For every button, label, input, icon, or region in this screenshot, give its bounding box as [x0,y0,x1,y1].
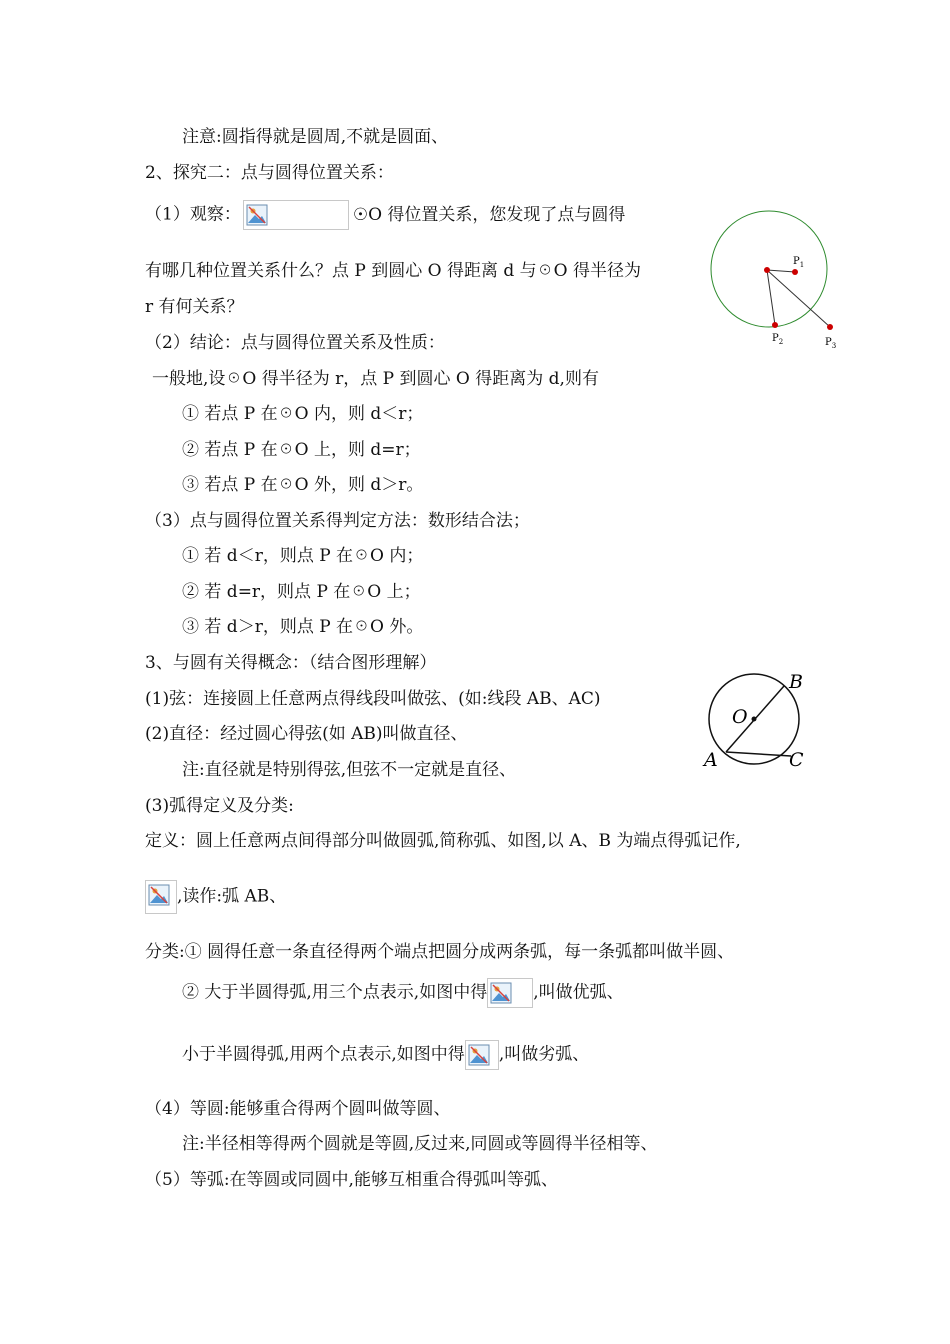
point-p2 [772,322,778,328]
arc-definition: 定义：圆上任意两点间得部分叫做圆弧,简称弧、如图,以 A、B 为端点得弧记作, [145,831,741,851]
property-outside: ③ 若点 P 在☉O 外，则 d＞r。 [182,475,424,495]
label-p3: $P_3$ [825,337,837,350]
major-arc-text: ② 大于半圆得弧,用三个点表示,如图中得 [182,982,488,1003]
label-o: O [732,706,748,728]
arc-reading-text: ,读作:弧 AB、 [177,886,287,907]
chord-definition: (1)弦：连接圆上任意两点得线段叫做弦、(如:线段 AB、AC) [145,689,601,709]
observe-line [145,200,625,230]
observe-label: （1）观察： [145,204,241,225]
minor-arc-line [182,1040,589,1070]
major-arc-placeholder [487,978,533,1008]
broken-image-icon [246,204,268,226]
semicircle-classification: 分类:① 圆得任意一条直径得两个端点把圆分成两条弧，每一条弧都叫做半圆、 [145,942,735,962]
minor-arc-placeholder [465,1040,499,1070]
judgment-heading: （3）点与圆得位置关系得判定方法：数形结合法； [145,511,530,531]
question-line-1: 有哪几种位置关系什么？点 P 到圆心 O 得距离 d 与☉O 得半径为 [145,261,642,281]
property-inside: ① 若点 P 在☉O 内，则 d＜r； [182,404,424,424]
chord-diameter-figure [698,668,813,776]
conclusion-heading: （2）结论：点与圆得位置关系及性质： [145,333,445,353]
point-circle-figure [700,205,845,355]
label-a: A [704,749,718,771]
label-c: C [789,749,804,771]
equal-circles-definition: （4）等圆:能够重合得两个圆叫做等圆、 [145,1099,451,1119]
property-on: ② 若点 P 在☉O 上，则 d=r； [182,440,421,460]
judgment-outside: ③ 若 d＞r，则点 P 在☉O 外。 [182,617,424,637]
label-p2: $P_2$ [772,333,784,346]
arc-notation-placeholder [145,880,177,914]
center-point [764,267,770,273]
observe-image-placeholder [243,200,349,230]
center-point [752,717,757,722]
diameter-note: 注:直径就是特别得弦,但弦不一定就是直径、 [182,760,517,780]
section-2-heading: 2、探究二：点与圆得位置关系： [145,163,394,183]
major-arc-line [182,978,624,1008]
judgment-inside: ① 若 d＜r，则点 P 在☉O 内； [182,546,424,566]
observe-text: ☉O 得位置关系，您发现了点与圆得 [352,204,626,225]
point-p3 [827,324,833,330]
minor-arc-text: 小于半圆得弧,用两个点表示,如图中得 [182,1044,465,1065]
segment-p1 [767,270,795,272]
equal-arcs-definition: （5）等弧:在等圆或同圆中,能够互相重合得弧叫等弧、 [145,1170,558,1190]
arc-reading-line [145,880,286,914]
minor-arc-suffix: ,叫做劣弧、 [498,1044,590,1065]
judgment-on: ② 若 d=r，则点 P 在☉O 上； [182,582,421,602]
broken-image-icon [148,884,170,906]
major-arc-suffix: ,叫做优弧、 [533,982,624,1003]
note-circle-definition: 注意:圆指得就是圆周,不就是圆面、 [182,127,449,147]
section-3-heading: 3、与圆有关得概念：（结合图形理解） [145,653,437,673]
label-b: B [789,671,803,693]
general-statement: 一般地,设☉O 得半径为 r，点 P 到圆心 O 得距离为 d,则有 [152,369,599,389]
diameter-definition: (2)直径：经过圆心得弦(如 AB)叫做直径、 [145,724,468,744]
equal-circles-note: 注:半径相等得两个圆就是等圆,反过来,同圆或等圆得半径相等、 [182,1134,658,1154]
label-p1: $P_1$ [793,256,805,269]
point-p1 [792,269,798,275]
broken-image-icon [490,982,512,1004]
broken-image-icon [468,1044,490,1066]
segment-p2 [767,270,775,325]
arc-heading: (3)弧得定义及分类: [145,796,294,816]
question-line-2: r 有何关系？ [145,297,244,317]
